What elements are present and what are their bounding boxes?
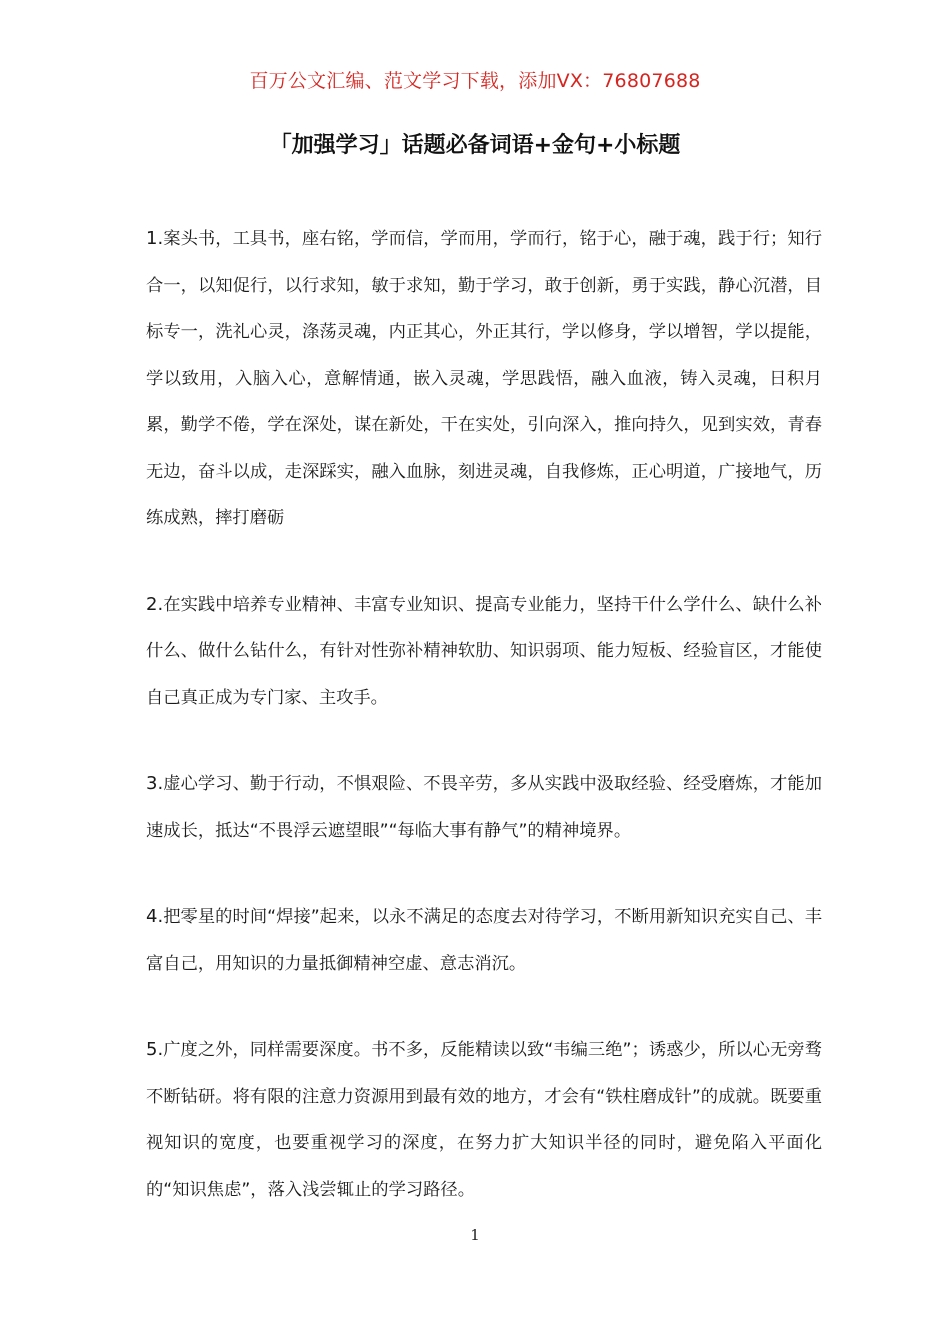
page-number: 1 bbox=[470, 1226, 480, 1244]
paragraph-number: 2. bbox=[146, 593, 164, 615]
paragraph-5 bbox=[146, 1027, 822, 1213]
paragraph-text: 广度之外，同样需要深度。书不多，反能精读以致“韦编三绝”；诱惑少，所以心无旁骛不断钻研。将有限的注意力资源用到最有效的地方，才会有“铁柱磨成针”的成就。既要重视知识的宽度，也要重视学习的深度，在努力扩大知识半径的同时，避免陷入平面化的“知识焦虑”，落入浅尝辄止的学习路径。 bbox=[146, 1040, 822, 1200]
paragraph-4 bbox=[146, 894, 822, 987]
paragraph-3 bbox=[146, 761, 822, 854]
paragraph-text: 案头书，工具书，座右铭，学而信，学而用，学而行，铭于心，融于魂，践于行；知行合一，以知促行，以行求知，敏于求知，勤于学习，敢于创新，勇于实践，静心沉潜，目标专一，洗礼心灵，涤荡灵魂，内正其心，外正其行，学以修身，学以增智，学以提能，学以致用，入脑入心，意解情通，嵌入灵魂，学思践悟，融入血液，铸入灵魂，日积月累，勤学不倦，学在深处，谋在新处，干在实处，引向深入，推向持久，见到实效，青春无边，奋斗以成，走深踩实，融入血脉，刻进灵魂，自我修炼，正心明道，广接地气，历练成熟，摔打磨砺 bbox=[146, 229, 822, 528]
paragraph-1 bbox=[146, 216, 822, 542]
paragraph-text: 把零星的时间“焊接”起来，以永不满足的态度去对待学习，不断用新知识充实自己、丰富自己，用知识的力量抵御精神空虚、意志消沉。 bbox=[146, 907, 822, 974]
document-title: 「加强学习」话题必备词语+金句+小标题 bbox=[269, 133, 681, 158]
paragraph-number: 5. bbox=[146, 1039, 164, 1060]
paragraph-number: 1. bbox=[146, 228, 164, 249]
document-body bbox=[146, 216, 822, 1253]
paragraph-2 bbox=[146, 582, 822, 722]
paragraph-text: 在实践中培养专业精神、丰富专业知识、提高专业能力，坚持干什么学什么、缺什么补什么、做什么钻什么，有针对性弥补精神软肋、知识弱项、能力短板、经验盲区，才能使自己真正成为专门家、主攻手。 bbox=[146, 594, 822, 708]
paragraph-number: 4. bbox=[146, 906, 164, 927]
header-banner: 百万公文汇编、范文学习下载，添加VX：76807688 bbox=[249, 70, 701, 92]
paragraph-text: 虚心学习、勤于行动，不惧艰险、不畏辛劳，多从实践中汲取经验、经受磨炼，才能加速成长，抵达“不畏浮云遮望眼”“每临大事有静气”的精神境界。 bbox=[146, 774, 822, 841]
paragraph-number: 3. bbox=[146, 773, 164, 794]
